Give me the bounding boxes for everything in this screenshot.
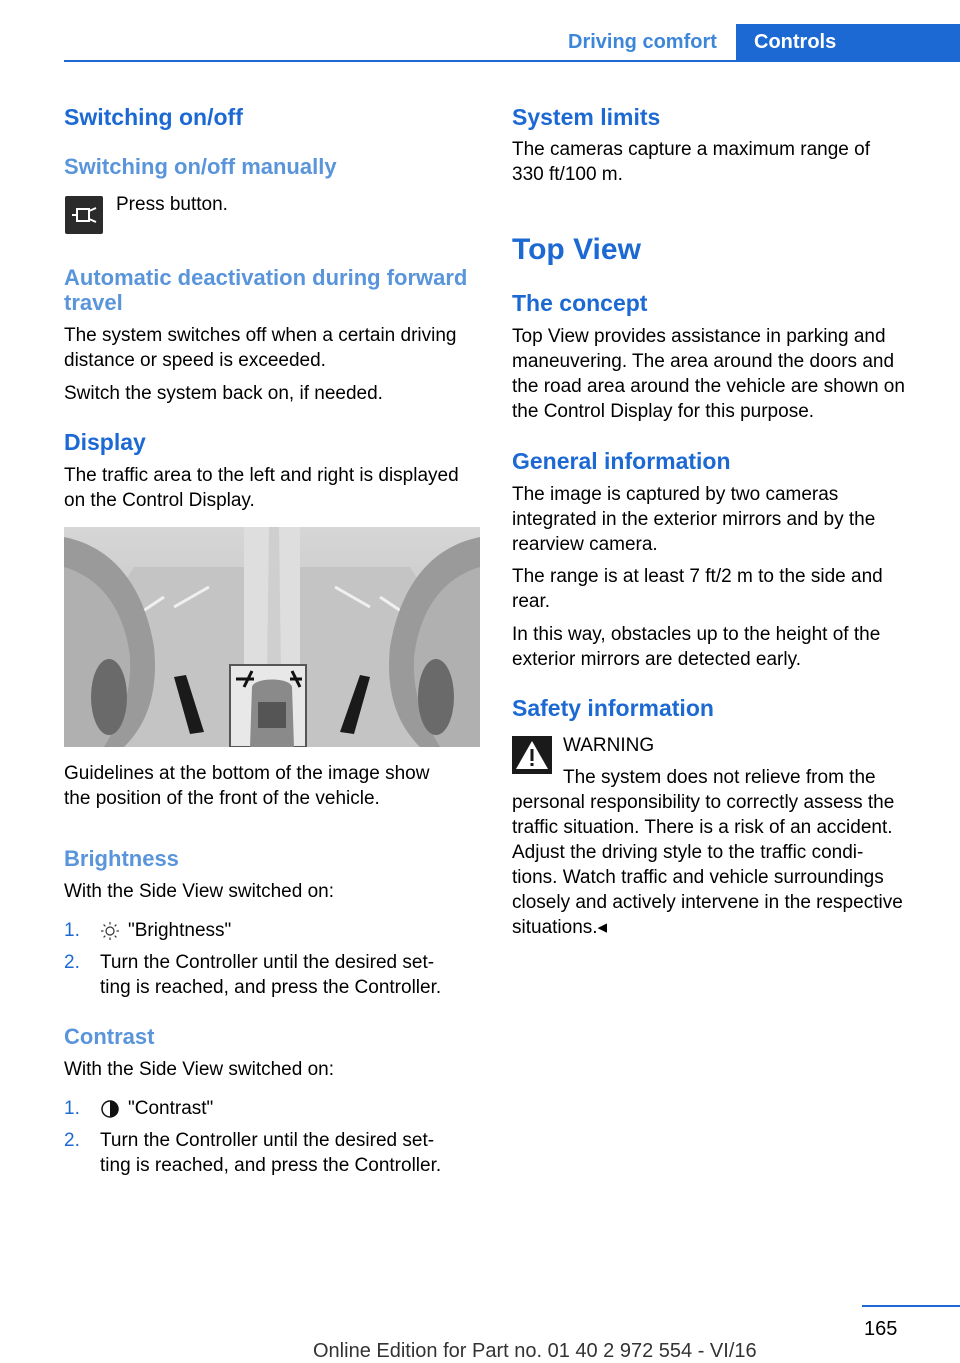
contrast-intro: With the Side View switched on:	[64, 1059, 335, 1080]
list-text: ting is reached, and press the Controller.	[100, 1155, 442, 1176]
heading-concept: The concept	[512, 290, 648, 316]
side-view-illustration	[64, 527, 480, 747]
list-text: Turn the Controller until the desired set-	[100, 1130, 435, 1151]
contrast-icon	[100, 1099, 120, 1126]
heading-general-information: General information	[512, 448, 731, 474]
brightness-intro: With the Side View switched on:	[64, 881, 335, 902]
footer-edition: Online Edition for Part no. 01 40 2 972 554 - VI/16	[313, 1340, 757, 1362]
concept-line: Top View provides assistance in parking and	[512, 326, 886, 347]
heading-contrast: Contrast	[64, 1024, 155, 1049]
list-number: 1.	[64, 920, 80, 941]
heading-brightness: Brightness	[64, 846, 179, 871]
concept-line: the Control Display for this purpose.	[512, 401, 815, 422]
auto-paragraph-line: The system switches off when a certain driving	[64, 325, 457, 346]
press-button-text: Press button.	[116, 194, 228, 215]
warning-line: situations.◂	[512, 917, 608, 938]
auto-paragraph-line: distance or speed is exceeded.	[64, 350, 326, 371]
display-paragraph-line: on the Control Display.	[64, 490, 255, 511]
list-text: Turn the Controller until the desired set-	[100, 952, 435, 973]
warning-line: Adjust the driving style to the traffic condi-	[512, 842, 864, 863]
list-number: 2.	[64, 1130, 80, 1151]
contrast-steps	[64, 1096, 484, 1176]
limits-line: The cameras capture a maximum range of	[512, 139, 870, 160]
sun-icon	[100, 921, 120, 948]
general-line: integrated in the exterior mirrors and by the	[512, 509, 876, 530]
heading-auto-deactivation-l2: travel	[64, 290, 123, 315]
general-line: rearview camera.	[512, 534, 658, 555]
warning-line: personal responsibility to correctly assess the	[512, 792, 895, 813]
heading-auto-deactivation-l1: Automatic deactivation during forward	[64, 265, 468, 290]
limits-line: 330 ft/100 m.	[512, 164, 623, 185]
heading-display: Display	[64, 429, 146, 455]
warning-line: The system does not relieve from the	[563, 767, 876, 788]
page-number: 165	[864, 1318, 898, 1340]
caption-line: the position of the front of the vehicle.	[64, 788, 380, 809]
footer-rule	[862, 1305, 960, 1307]
caption-line: Guidelines at the bottom of the image show	[64, 763, 430, 784]
list-item	[64, 950, 484, 1000]
brightness-steps	[64, 918, 484, 998]
range-line: rear.	[512, 591, 551, 612]
list-text: ting is reached, and press the Controller.	[100, 977, 442, 998]
warning-triangle-icon	[512, 736, 552, 774]
list-item	[64, 1128, 484, 1178]
warning-line: tions. Watch traffic and vehicle surroundings	[512, 867, 884, 888]
list-item	[64, 918, 484, 943]
obstacle-line: In this way, obstacles up to the height of the	[512, 624, 881, 645]
heading-switching: Switching on/off	[64, 104, 243, 130]
concept-line: the road area around the vehicle are shown on	[512, 376, 905, 397]
auto-paragraph-2: Switch the system back on, if needed.	[64, 383, 383, 404]
header-tab	[736, 24, 960, 62]
header-section-title: Driving comfort	[568, 31, 717, 53]
heading-switching-manual: Switching on/off manually	[64, 154, 337, 179]
list-item	[64, 1096, 484, 1121]
display-paragraph-line: The traffic area to the left and right is displayed	[64, 465, 459, 486]
list-text: "Contrast"	[128, 1098, 214, 1119]
header-tab-label: Controls	[754, 31, 837, 53]
heading-system-limits: System limits	[512, 104, 661, 130]
list-number: 1.	[64, 1098, 80, 1119]
warning-label: WARNING	[563, 735, 655, 756]
warning-line: traffic situation. There is a risk of an accident.	[512, 817, 893, 838]
header-rule	[64, 60, 960, 62]
range-line: The range is at least 7 ft/2 m to the side and	[512, 566, 883, 587]
concept-line: maneuvering. The area around the doors and	[512, 351, 895, 372]
list-text: "Brightness"	[128, 920, 232, 941]
heading-safety-information: Safety information	[512, 695, 714, 721]
general-line: The image is captured by two cameras	[512, 484, 839, 505]
side-view-camera-icon	[65, 196, 103, 234]
list-number: 2.	[64, 952, 80, 973]
warning-line: closely and actively intervene in the respective	[512, 892, 903, 913]
obstacle-line: exterior mirrors are detected early.	[512, 649, 801, 670]
heading-top-view: Top View	[512, 233, 641, 266]
